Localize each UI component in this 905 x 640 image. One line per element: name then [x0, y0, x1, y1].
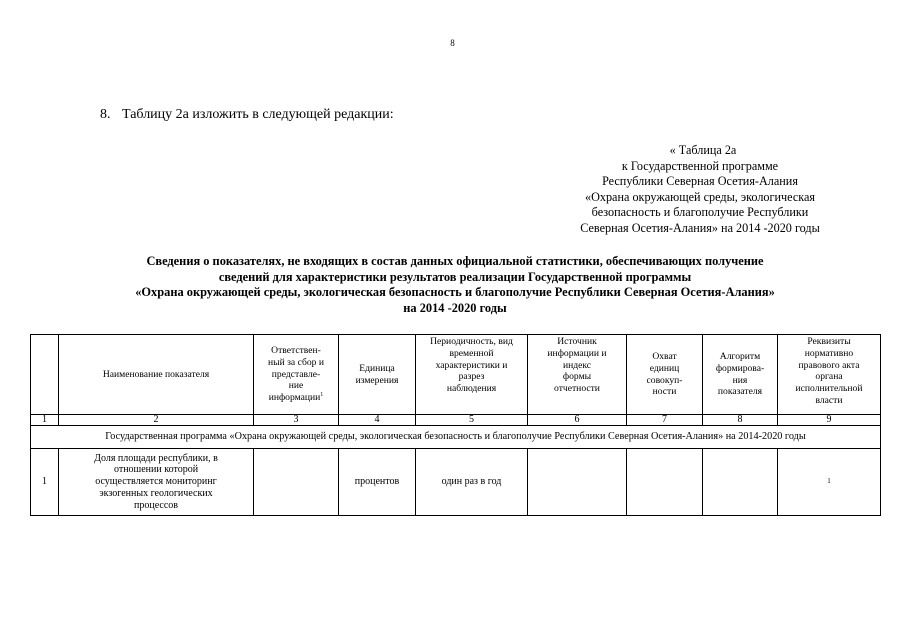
source-cell [528, 449, 627, 516]
table-row [31, 449, 881, 516]
caption-line: « Таблица 2а [669, 143, 737, 157]
caption-line: Северная Осетия-Алания» на 2014 -2020 годы [580, 220, 820, 235]
header-text-line: ный за сбор и [268, 356, 324, 368]
header-text-line: исполнительной [795, 383, 863, 395]
algorithm-cell [703, 449, 778, 516]
column-number: 7 [627, 415, 703, 426]
indicator-name [59, 449, 254, 516]
header-text-line [256, 392, 336, 404]
heading-line: сведений для характеристики результатов реализации Государственной программы [218, 269, 692, 284]
indicator-name-line: осуществляется мониторинг [95, 476, 217, 488]
header-text-line: совокуп- [646, 374, 683, 386]
header-text-line: Ответствен- [271, 345, 321, 356]
header-text-line: показателя [717, 386, 763, 398]
indicators-table [30, 334, 881, 516]
header-text-line: временной [449, 347, 494, 359]
instruction-text: Таблицу 2а изложить в следующей редакции: [122, 107, 394, 122]
row-number: 1 [31, 449, 59, 516]
header-text-line: ния [732, 374, 748, 386]
header-text-line: разрез [458, 371, 485, 383]
unit-cell: процентов [339, 449, 416, 516]
header-row [31, 335, 881, 415]
header-text-line: отчетности [554, 383, 600, 395]
heading-line: Сведения о показателях, не входящих в состав данных официальной статистики, обеспечивающих получение [146, 254, 764, 268]
header-cell-unit [339, 335, 416, 415]
column-number: 6 [528, 415, 627, 426]
header-cell-name: Наименование показателя [59, 335, 254, 415]
heading-line: на 2014 -2020 годы [403, 300, 507, 315]
header-cell-requisites [778, 335, 881, 415]
caption-line: к Государственной программе [621, 158, 779, 173]
program-row [31, 426, 881, 449]
header-text-line: Алгоритм [719, 350, 761, 362]
header-cell-source [528, 335, 627, 415]
header-text-line: индекс [562, 359, 592, 371]
header-cell-responsible [254, 335, 339, 415]
header-text-line: Охват [652, 350, 677, 362]
indicator-name-line: экзогенных геологических [99, 487, 213, 499]
column-number: 1 [31, 415, 59, 426]
column-number: 9 [778, 415, 881, 426]
page-number: 8 [450, 38, 455, 48]
header-text-line: власти [815, 394, 843, 406]
coverage-cell [627, 449, 703, 516]
caption-line: «Охрана окружающей среды, экологическая [584, 189, 816, 204]
responsible-cell [254, 449, 339, 516]
program-title: Государственная программа «Охрана окружающей среды, экологическая безопасность и благополучие Республики Северная Осетия-Алания» на 2014-2020 годы [31, 426, 881, 449]
instruction [100, 107, 394, 123]
caption-line: Республики Северная Осетия-Алания [602, 174, 798, 188]
indicator-name-line: процессов [134, 499, 178, 511]
header-text-line: правового акта [798, 359, 860, 371]
header-text-line: характеристики и [435, 359, 508, 371]
indicator-name-line: отношении которой [113, 464, 199, 476]
indicator-name-line: Доля площади республики, в [94, 452, 218, 464]
header-text-line: Периодичность, вид [430, 336, 513, 347]
header-text-line: информации и [547, 347, 607, 359]
header-text-line: нормативно [804, 347, 854, 359]
header-text-line: единиц [649, 362, 680, 374]
document-heading [60, 254, 850, 316]
requisites-cell: 1 [778, 449, 881, 516]
header-text-line: Реквизиты [807, 336, 851, 347]
header-text: информации [268, 392, 321, 404]
header-text-line: представле- [271, 368, 321, 380]
header-cell-periodicity [416, 335, 528, 415]
header-cell-coverage [627, 335, 703, 415]
header-cell-number [31, 335, 59, 415]
column-number: 4 [339, 415, 416, 426]
column-number: 5 [416, 415, 528, 426]
footnote-marker: 1 [320, 392, 324, 398]
table-caption [520, 143, 880, 236]
header-text-line: формы [562, 371, 592, 383]
heading-line: «Охрана окружающей среды, экологическая безопасность и благополучие Республики Северная Осетия-Алания» [135, 285, 775, 300]
header-text-line: органа [815, 371, 843, 383]
instruction-number: 8. [100, 107, 111, 122]
column-number: 2 [59, 415, 254, 426]
header-text-line: ности [652, 386, 677, 398]
periodicity-cell: один раз в год [416, 449, 528, 516]
column-number-row [31, 415, 881, 426]
column-number: 3 [254, 415, 339, 426]
header-text-line: ние [288, 380, 304, 392]
header-text-line: наблюдения [446, 383, 497, 395]
header-text-line: Единица [359, 362, 395, 374]
column-number: 8 [703, 415, 778, 426]
header-cell-algorithm [703, 335, 778, 415]
header-text-line: Источник [557, 336, 597, 347]
header-text-line: измерения [355, 374, 399, 386]
header-text-line: формирова- [715, 362, 765, 374]
caption-line: безопасность и благополучие Республики [591, 205, 809, 219]
